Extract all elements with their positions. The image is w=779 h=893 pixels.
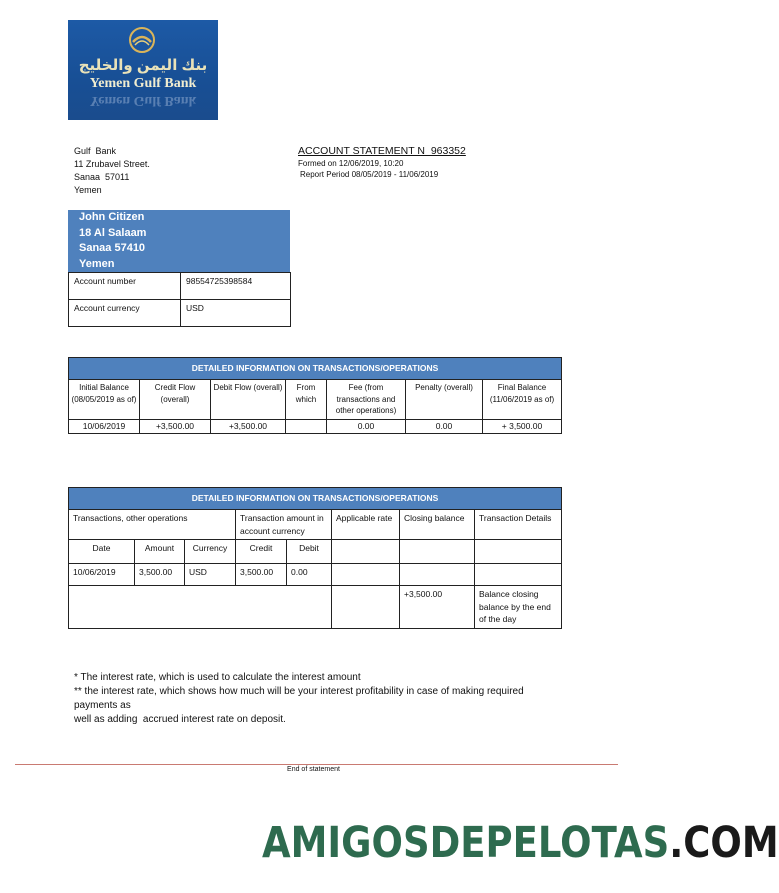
row-closing — [400, 564, 475, 586]
watermark — [262, 818, 779, 868]
sub-closing-empty — [400, 540, 475, 564]
col-transaction-amount: Transaction amount in account currency — [236, 510, 332, 540]
closing-balance-note: Balance closing balance by the end of the day — [475, 586, 562, 629]
val-credit-flow: +3,500.00 — [140, 419, 211, 434]
summary-table — [68, 357, 562, 434]
summary-values-row — [69, 419, 562, 434]
transactions-table-header: DETAILED INFORMATION ON TRANSACTIONS/OPERATIONS — [69, 488, 562, 510]
account-info-table — [68, 272, 291, 327]
account-currency-value: USD — [181, 300, 291, 327]
row-credit: 3,500.00 — [236, 564, 287, 586]
summary-column-headers — [69, 380, 562, 420]
statement-header — [298, 145, 466, 180]
sub-date: Date — [69, 540, 135, 564]
col-initial-balance: Initial Balance (08/05/2019 as of) — [69, 380, 140, 420]
sub-debit: Debit — [287, 540, 332, 564]
customer-city: Sanaa 57410 — [79, 242, 146, 254]
col-closing-balance: Closing balance — [400, 510, 475, 540]
col-transaction-details: Transaction Details — [475, 510, 562, 540]
col-penalty: Penalty (overall) — [406, 380, 483, 420]
watermark-main: AMIGOSDEPELOTAS — [262, 818, 670, 868]
sub-amount: Amount — [135, 540, 185, 564]
account-number-label: Account number — [69, 273, 181, 300]
bank-country: Yemen — [74, 185, 102, 195]
col-from-which: From which — [286, 380, 327, 420]
col-credit-flow: Credit Flow (overall) — [140, 380, 211, 420]
val-from-which — [286, 419, 327, 434]
sub-credit: Credit — [236, 540, 287, 564]
sub-details-empty — [475, 540, 562, 564]
bank-city: Sanaa 57011 — [74, 172, 130, 182]
footnote-3: well as adding accrued interest rate on deposit. — [74, 714, 286, 725]
val-debit-flow: +3,500.00 — [211, 419, 286, 434]
transaction-row — [69, 564, 562, 586]
sub-currency: Currency — [185, 540, 236, 564]
watermark-dot: . — [669, 818, 684, 868]
statement-title: ACCOUNT STATEMENT N 963352 — [298, 145, 466, 157]
bank-name: Gulf Bank — [74, 146, 117, 156]
account-currency-row — [69, 300, 291, 327]
logo-english-text: Yemen Gulf Bank — [89, 76, 197, 91]
val-initial-balance: 10/06/2019 — [69, 419, 140, 434]
val-final-balance: + 3,500.00 — [483, 419, 562, 434]
summary-table-header: DETAILED INFORMATION ON TRANSACTIONS/OPERATIONS — [69, 358, 562, 380]
transactions-header-row — [69, 510, 562, 540]
footnotes — [74, 671, 554, 727]
footer-divider — [15, 764, 618, 765]
statement-period: Report Period 08/05/2019 - 11/06/2019 — [300, 170, 439, 179]
closing-row — [69, 586, 562, 629]
row-debit: 0.00 — [287, 564, 332, 586]
bank-address — [74, 145, 150, 197]
row-rate — [332, 564, 400, 586]
account-number-value: 98554725398584 — [181, 273, 291, 300]
row-currency: USD — [185, 564, 236, 586]
footnote-1: * The interest rate, which is used to calculate the interest amount — [74, 672, 361, 683]
row-amount: 3,500.00 — [135, 564, 185, 586]
transactions-subheader-row — [69, 540, 562, 564]
account-currency-label: Account currency — [69, 300, 181, 327]
col-applicable-rate: Applicable rate — [332, 510, 400, 540]
col-fee: Fee (from transactions and other operations) — [327, 380, 406, 420]
bank-street: 11 Zrubavel Street. — [74, 159, 150, 169]
closing-empty — [69, 586, 332, 629]
end-of-statement: End of statement — [287, 766, 340, 773]
row-date: 10/06/2019 — [69, 564, 135, 586]
footnote-2: ** the interest rate, which shows how much will be your interest profitability in case of making required payments as — [74, 686, 524, 711]
col-final-balance: Final Balance (11/06/2019 as of) — [483, 380, 562, 420]
statement-formed: Formed on 12/06/2019, 10:20 — [298, 159, 404, 168]
bank-emblem-icon — [125, 26, 159, 54]
row-details — [475, 564, 562, 586]
col-transactions: Transactions, other operations — [69, 510, 236, 540]
account-number-row — [69, 273, 291, 300]
closing-balance-value: +3,500.00 — [400, 586, 475, 629]
closing-rate-empty — [332, 586, 400, 629]
sub-rate-empty — [332, 540, 400, 564]
customer-country: Yemen — [79, 257, 115, 270]
watermark-tld: COM — [683, 818, 779, 868]
val-fee: 0.00 — [327, 419, 406, 434]
val-penalty: 0.00 — [406, 419, 483, 434]
customer-street: 18 Al Salaam — [79, 226, 147, 239]
logo-arabic-text: بنك اليمن والخليج — [78, 57, 208, 74]
customer-address-box — [68, 210, 290, 272]
logo-reflection: Yemen Gulf Bank — [89, 93, 197, 108]
customer-name: John Citizen — [79, 211, 145, 223]
col-debit-flow: Debit Flow (overall) — [211, 380, 286, 420]
bank-logo — [68, 20, 218, 120]
transactions-table — [68, 487, 562, 629]
